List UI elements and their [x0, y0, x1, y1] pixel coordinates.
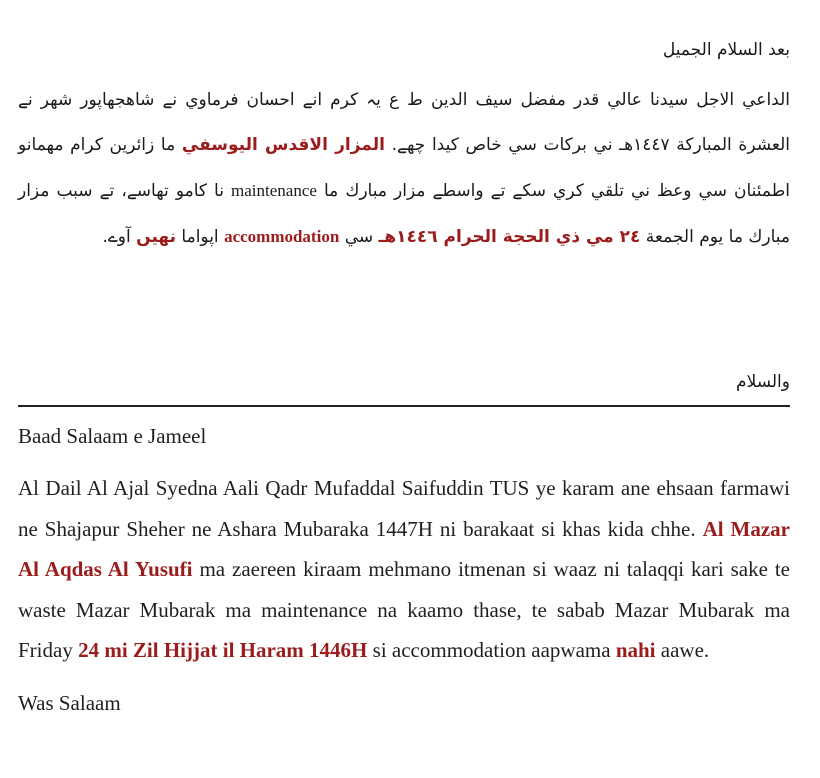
- english-highlight-nahi: nahi: [615, 638, 656, 662]
- urdu-body-part1: الداعي الاجل سيدنا عالي قدر مفضل سيف الدين ط ع يہ كرم انے احسان فرماوي نے شاهجهاپور شهر نے العشرة المباركة ١٤٤٧هـ ني بركات سي خاص كيدا چهے.: [18, 90, 790, 155]
- urdu-greeting: بعد السلام الجميل: [662, 40, 790, 60]
- urdu-body-part2: ما زائرين كرام مهمانو اطمئنان سي وعظ ني تلقي كري سكے تے واسطے مزار مبارك ما: [18, 135, 791, 201]
- urdu-body: [18, 78, 790, 260]
- urdu-highlight-date: ٢٤ مي ذي الحجة الحرام ١٤٤٦هـ: [378, 227, 641, 247]
- english-body-part1: Al Dail Al Ajal Syedna Aali Qadr Mufaddal Saifuddin TUS ye karam ane ehsaan farmawi ne Shajapur Sheher ne Ashara Mubaraka 1447H ni barakaat si khas kida chhe.: [18, 476, 790, 541]
- english-body: [18, 468, 790, 671]
- section-divider: [18, 405, 790, 407]
- urdu-highlight-nahi: نهيں: [136, 227, 176, 247]
- english-body-part2: ma zaereen kiraam mehmano itmenan si waaz ni talaqqi kari sake te waste Mazar Mubarak ma maintenance na kaamo thase, te sabab Mazar Mubarak ma Friday: [18, 557, 790, 662]
- english-highlight-date: 24 mi Zil Hijjat il Haram 1446H: [78, 638, 368, 662]
- english-body-part3: si accommodation aapwama: [367, 638, 616, 662]
- english-section: [18, 418, 790, 721]
- english-body-part4: aawe.: [655, 638, 710, 662]
- urdu-highlight-mazar: المزار الاقدس اليوسفي: [181, 135, 385, 155]
- urdu-body-part4: سي: [344, 227, 374, 247]
- urdu-signoff: والسلام: [736, 372, 790, 392]
- urdu-body-part6: آوے.: [102, 227, 131, 247]
- urdu-body-part3: نا كامو تهاسے، تے سبب مزار مبارك ما يوم الجمعة: [18, 181, 790, 247]
- english-signoff: Was Salaam: [18, 690, 121, 715]
- urdu-latin-accommodation: accommodation: [224, 227, 340, 246]
- urdu-section: [18, 28, 791, 392]
- english-highlight-mazar: Al Mazar Al Aqdas Al Yusufi: [18, 516, 790, 581]
- letter-page: [18, 0, 790, 778]
- urdu-latin-maintenance: maintenance: [231, 181, 317, 200]
- urdu-body-part5: اپواما: [181, 227, 219, 247]
- english-greeting: Baad Salaam e Jameel: [18, 424, 207, 448]
